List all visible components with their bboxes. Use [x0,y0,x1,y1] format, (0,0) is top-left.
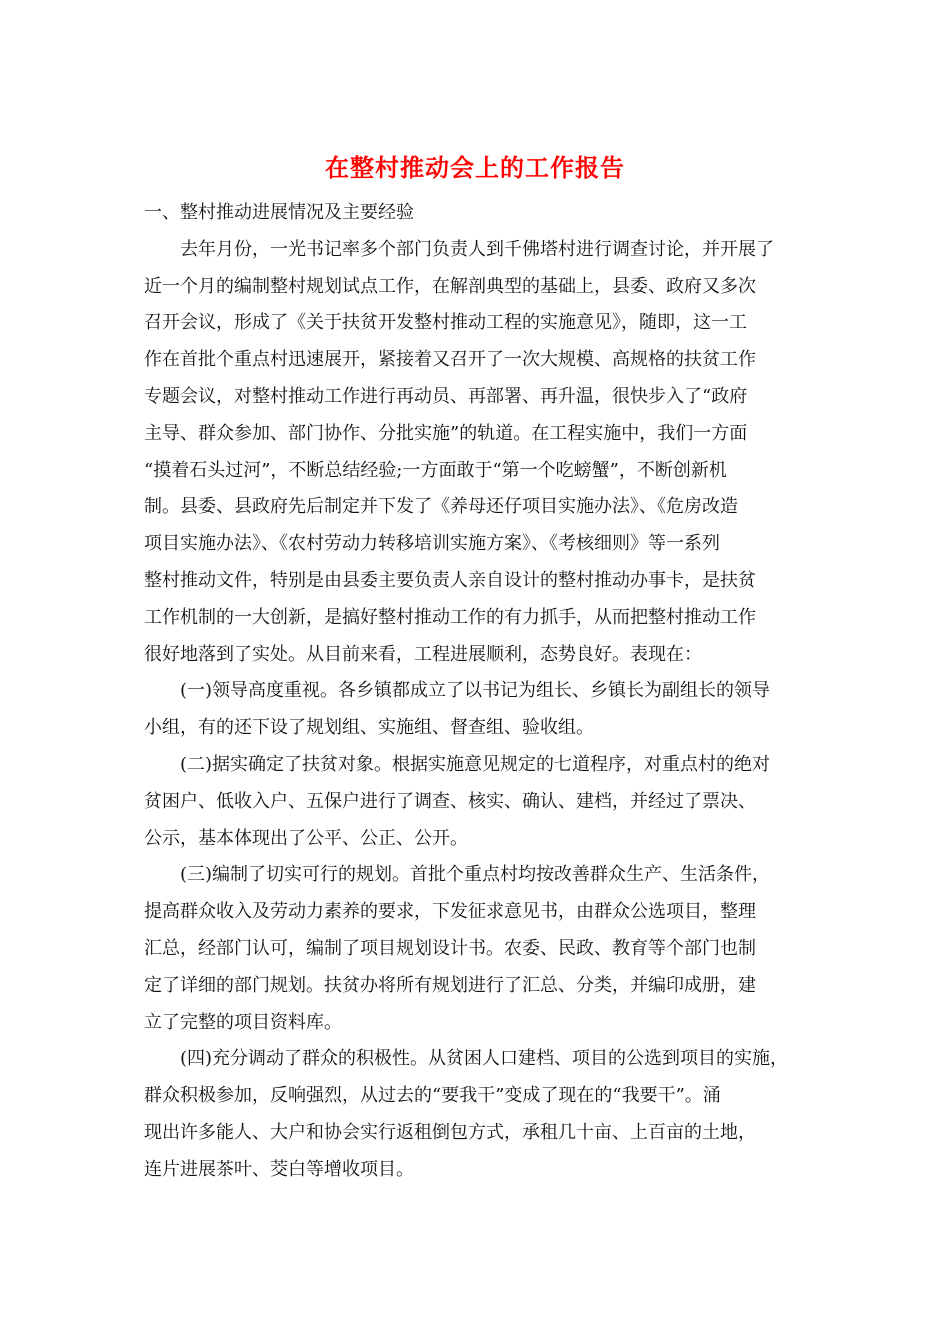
paragraph-line: (四)充分调动了群众的积极性。从贫困人口建档、项目的公选到项目的实施， [180,1048,789,1070]
paragraph-line: “摸着石头过河”，不断总结经验;一方面敢于“第一个吃螃蟹”，不断创新机 [144,459,727,481]
paragraph-line: (一)领导高度重视。各乡镇都成立了以书记为组长、乡镇长为副组长的领导 [180,680,771,702]
paragraph-line: 公示，基本体现出了公平、公正、公开。 [144,827,468,849]
paragraph-line: 汇总，经部门认可，编制了项目规划设计书。农委、民政、教育等个部门也制 [144,937,756,959]
paragraph-line: (三)编制了切实可行的规划。首批个重点村均按改善群众生产、生活条件， [180,864,771,886]
paragraph-line: 去年月份，一光书记率多个部门负责人到千佛塔村进行调查讨论，并开展了 [180,238,774,260]
paragraph-line: 主导、群众参加、部门协作、分批实施”的轨道。在工程实施中，我们一方面 [144,422,748,444]
paragraph-line: 提高群众收入及劳动力素养的要求，下发征求意见书，由群众公选项目，整理 [144,901,756,923]
paragraph-line: 工作机制的一大创新，是搞好整村推动工作的有力抓手，从而把整村推动工作 [144,606,756,628]
paragraph-line: 很好地落到了实处。从目前来看，工程进展顺利，态势良好。表现在： [144,643,702,665]
paragraph-line: 小组，有的还下设了规划组、实施组、督查组、验收组。 [144,717,594,739]
paragraph-line: 制。县委、县政府先后制定并下发了《养母还仔项目实施办法》、《危房改造 [144,496,738,518]
paragraph-line: 召开会议，形成了《关于扶贫开发整村推动工程的实施意见》，随即，这一工 [144,312,747,334]
paragraph-line: 近一个月的编制整村规划试点工作，在解剖典型的基础上，县委、政府又多次 [144,275,756,297]
document-title: 在整村推动会上的工作报告 [325,153,625,182]
paragraph-line: 项目实施办法》、《农村劳动力转移培训实施方案》、《考核细则》等一系列 [144,533,720,555]
paragraph-line: 专题会议，对整村推动工作进行再动员、再部署、再升温，很快步入了“政府 [144,385,748,407]
paragraph-line: 立了完整的项目资料库。 [144,1011,342,1033]
paragraph-line: (二)据实确定了扶贫对象。根据实施意见规定的七道程序，对重点村的绝对 [180,753,771,775]
paragraph-line: 连片进展茶叶、茭白等增收项目。 [144,1158,414,1180]
paragraph-line: 定了详细的部门规划。扶贫办将所有规划进行了汇总、分类，并编印成册，建 [144,974,756,996]
paragraph-line: 作在首批个重点村迅速展开，紧接着又召开了一次大规模、高规格的扶贫工作 [144,349,756,371]
paragraph-line: 现出许多能人、大户和协会实行返租倒包方式，承租几十亩、上百亩的土地， [144,1121,756,1143]
section-heading: 一、整村推动进展情况及主要经验 [144,202,414,223]
paragraph-line: 贫困户、低收入户、五保户进行了调查、核实、确认、建档，并经过了票决、 [144,790,756,812]
paragraph-line: 群众积极参加，反响强烈，从过去的“要我干”变成了现在的“我要干”。涌 [144,1085,721,1107]
document-body [144,195,824,1189]
paragraph-line: 整村推动文件，特别是由县委主要负责人亲自设计的整村推动办事卡，是扶贫 [144,569,756,591]
